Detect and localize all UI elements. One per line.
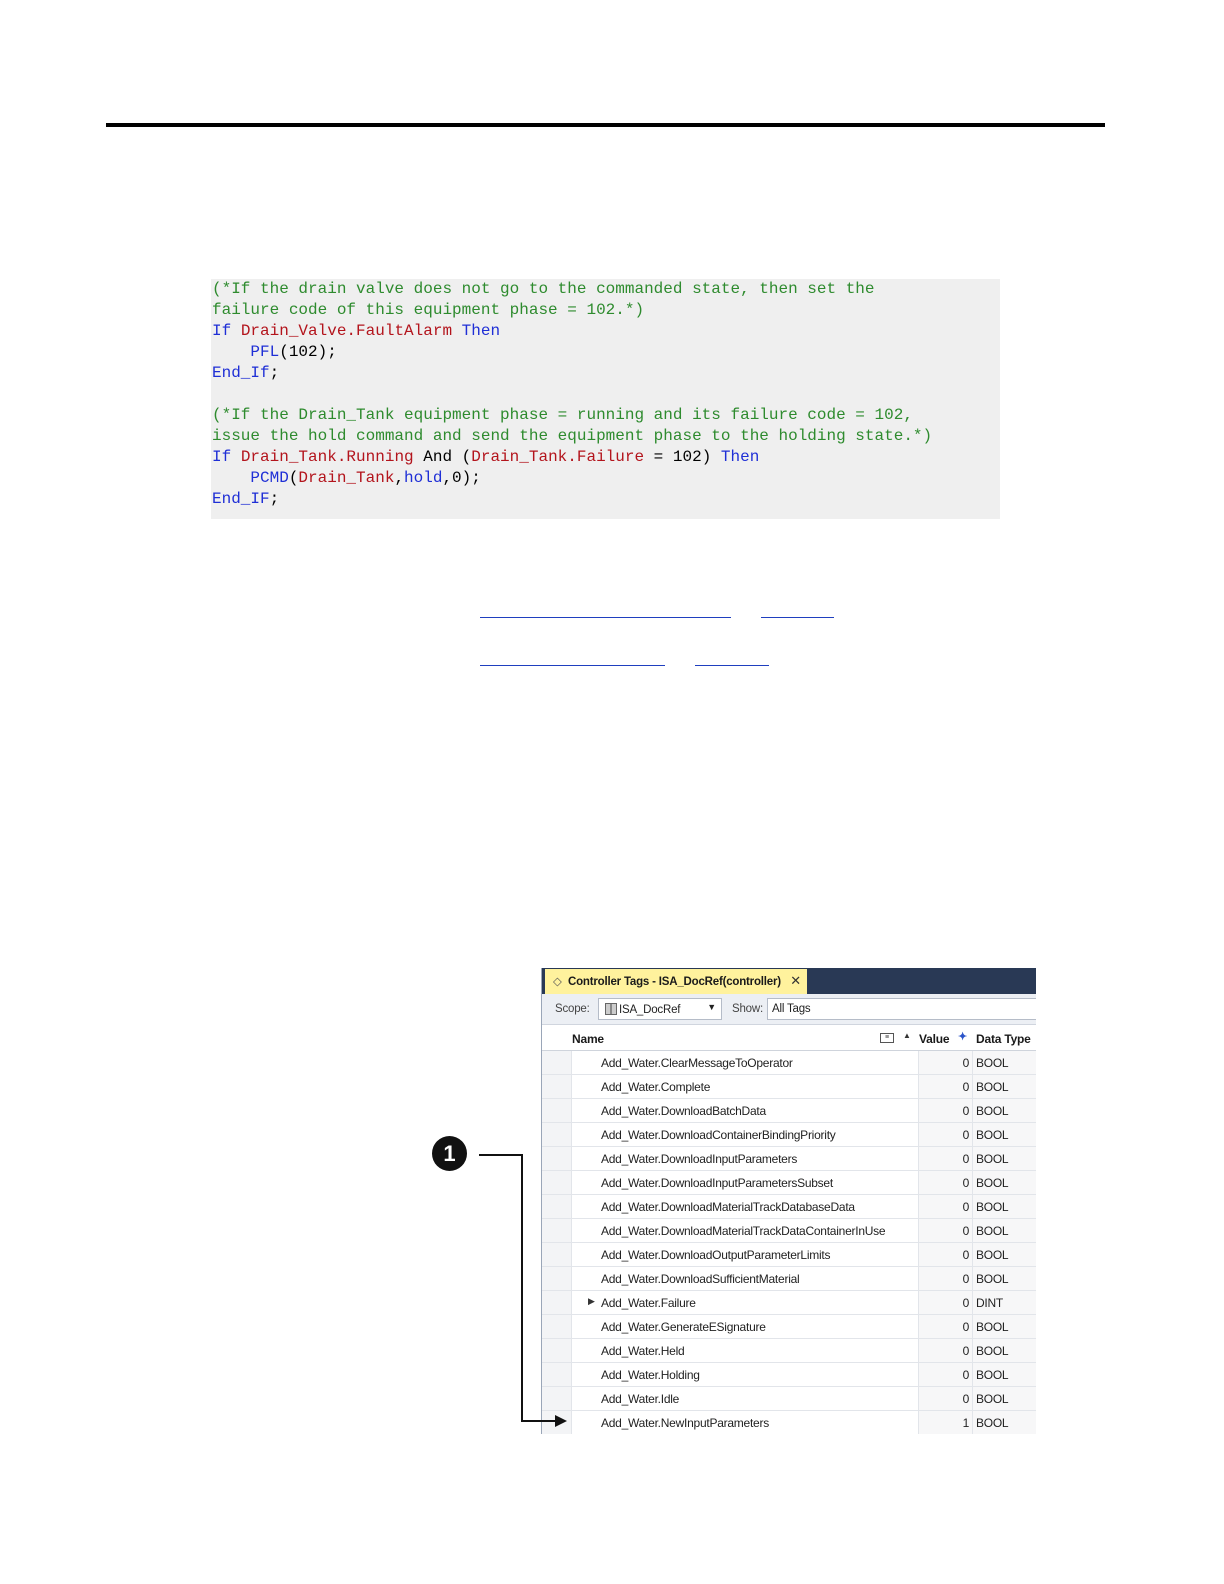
- tag-data-type-cell[interactable]: [973, 1147, 1036, 1171]
- table-row[interactable]: [542, 1123, 1036, 1147]
- tag-value-cell[interactable]: [919, 1171, 973, 1195]
- tag-data-type-cell[interactable]: [973, 1315, 1036, 1339]
- code-token: End_If: [212, 364, 270, 382]
- tag-data-type: BOOL: [976, 1080, 1009, 1094]
- show-label: Show:: [732, 1003, 763, 1015]
- table-row[interactable]: [542, 1267, 1036, 1291]
- code-token: Drain_Tank.Failure: [471, 448, 645, 466]
- tag-data-type: DINT: [976, 1296, 1003, 1310]
- tag-value: 0: [962, 1248, 969, 1262]
- code-token: (102);: [279, 343, 337, 361]
- tag-value-cell[interactable]: [919, 1123, 973, 1147]
- tag-value: 0: [962, 1272, 969, 1286]
- table-row[interactable]: [542, 1099, 1036, 1123]
- tag-name-cell[interactable]: [572, 1099, 919, 1123]
- tag-data-type-cell[interactable]: [973, 1123, 1036, 1147]
- tag-value-cell[interactable]: [919, 1315, 973, 1339]
- tag-name: Add_Water.DownloadMaterialTrackDatabaseData: [601, 1200, 855, 1214]
- callout-leader: [521, 1420, 557, 1422]
- scope-label: Scope:: [555, 1003, 590, 1015]
- row-header[interactable]: [542, 1315, 572, 1339]
- tag-data-type-cell[interactable]: [973, 1171, 1036, 1195]
- code-token: If: [212, 448, 241, 466]
- tag-data-type: BOOL: [976, 1056, 1009, 1070]
- tag-value-cell[interactable]: [919, 1387, 973, 1411]
- row-header[interactable]: [542, 1147, 572, 1171]
- tag-data-type-cell[interactable]: [973, 1339, 1036, 1363]
- tag-name: Add_Water.GenerateESignature: [601, 1320, 766, 1334]
- tag-data-type: BOOL: [976, 1248, 1009, 1262]
- tag-data-type: BOOL: [976, 1320, 1009, 1334]
- tag-name-cell[interactable]: [572, 1147, 919, 1171]
- tag-data-type: BOOL: [976, 1224, 1009, 1238]
- link-1[interactable]: [480, 617, 731, 618]
- tag-data-type: BOOL: [976, 1392, 1009, 1406]
- row-header[interactable]: [542, 1099, 572, 1123]
- code-line: [212, 447, 1000, 468]
- code-token: And (: [413, 448, 472, 466]
- table-row[interactable]: [542, 1411, 1036, 1434]
- tag-name-cell[interactable]: [572, 1411, 919, 1434]
- code-line: [212, 384, 1000, 405]
- tag-data-type: BOOL: [976, 1272, 1009, 1286]
- code-line: [212, 489, 1000, 510]
- tag-data-type: BOOL: [976, 1176, 1009, 1190]
- code-token: End_IF: [212, 490, 270, 508]
- tag-value-cell[interactable]: [919, 1411, 973, 1434]
- code-token: (: [288, 469, 299, 487]
- code-line: [212, 321, 1000, 342]
- callout-marker: 1: [432, 1136, 467, 1171]
- tag-value: 0: [962, 1200, 969, 1214]
- controller-icon: [605, 1003, 617, 1015]
- show-filter[interactable]: [767, 998, 1036, 1020]
- tag-data-type-cell[interactable]: [973, 1291, 1036, 1315]
- link-4[interactable]: [695, 665, 769, 666]
- tag-value: 0: [962, 1392, 969, 1406]
- code-line: [212, 300, 1000, 321]
- tag-grid: [542, 1051, 1036, 1434]
- tag-name: Add_Water.Holding: [601, 1368, 700, 1382]
- tag-data-type-cell[interactable]: [973, 1363, 1036, 1387]
- tag-name-cell[interactable]: [572, 1339, 919, 1363]
- close-icon[interactable]: ✕: [790, 973, 801, 988]
- tag-data-type-cell[interactable]: [973, 1075, 1036, 1099]
- tag-data-type-cell[interactable]: [973, 1411, 1036, 1434]
- table-row[interactable]: [542, 1387, 1036, 1411]
- tag-data-type: BOOL: [976, 1152, 1009, 1166]
- tag-name: Add_Water.DownloadContainerBindingPriority: [601, 1128, 836, 1142]
- pin-icon[interactable]: ✦: [958, 1031, 968, 1043]
- tag-value: 0: [962, 1176, 969, 1190]
- link-2[interactable]: [761, 617, 834, 618]
- tab-bar: [542, 968, 1036, 994]
- table-row[interactable]: [542, 1075, 1036, 1099]
- scope-value: ISA_DocRef: [619, 1004, 681, 1016]
- row-header[interactable]: [542, 1171, 572, 1195]
- tag-value-cell[interactable]: [919, 1363, 973, 1387]
- tag-value-cell[interactable]: [919, 1219, 973, 1243]
- tag-data-type-cell[interactable]: [973, 1051, 1036, 1075]
- code-token: Drain_Tank.Running: [240, 448, 414, 466]
- top-rule: [106, 123, 1105, 127]
- table-row[interactable]: [542, 1147, 1036, 1171]
- show-value: All Tags: [772, 1003, 811, 1015]
- row-header[interactable]: [542, 1243, 572, 1267]
- row-header[interactable]: [542, 1123, 572, 1147]
- tag-name-cell[interactable]: [572, 1219, 919, 1243]
- tag-value-cell[interactable]: [919, 1339, 973, 1363]
- code-token: issue the hold command and send the equipment phase to the holding state.*): [212, 427, 933, 445]
- chevron-down-icon[interactable]: ▼: [707, 1002, 716, 1012]
- tab-controller-tags[interactable]: [545, 969, 807, 994]
- code-token: Drain_Tank: [298, 469, 395, 487]
- tag-value-cell[interactable]: [919, 1291, 973, 1315]
- table-row[interactable]: [542, 1315, 1036, 1339]
- code-token: PCMD: [250, 469, 289, 487]
- tag-name-cell[interactable]: [572, 1387, 919, 1411]
- tag-name-cell[interactable]: [572, 1243, 919, 1267]
- tag-toolbar: [542, 994, 1036, 1025]
- table-row[interactable]: [542, 1219, 1036, 1243]
- row-header[interactable]: [542, 1075, 572, 1099]
- tag-data-type-cell[interactable]: [973, 1387, 1036, 1411]
- table-row[interactable]: [542, 1291, 1036, 1315]
- tag-name: Add_Water.Complete: [601, 1080, 711, 1094]
- tag-name: Add_Water.DownloadBatchData: [601, 1104, 766, 1118]
- tag-name: Add_Water.DownloadSufficientMaterial: [601, 1272, 800, 1286]
- callout-leader: [479, 1154, 523, 1156]
- tag-name: Add_Water.Failure: [601, 1296, 696, 1310]
- tag-name-cell[interactable]: [572, 1291, 919, 1315]
- tag-name: Add_Water.ClearMessageToOperator: [601, 1056, 793, 1070]
- tag-value-cell[interactable]: [919, 1051, 973, 1075]
- tag-data-type: BOOL: [976, 1200, 1009, 1214]
- column-header-value[interactable]: Value: [919, 1032, 950, 1046]
- row-header[interactable]: [542, 1219, 572, 1243]
- tag-name: Add_Water.DownloadMaterialTrackDataContainerInUse: [601, 1224, 886, 1238]
- tag-data-type: BOOL: [976, 1104, 1009, 1118]
- code-line: [212, 342, 1000, 363]
- tag-value: 0: [962, 1080, 969, 1094]
- code-token: If: [212, 322, 241, 340]
- code-token: = 102): [644, 448, 721, 466]
- tag-name: Add_Water.NewInputParameters: [601, 1416, 769, 1430]
- tag-value: 0: [962, 1296, 969, 1310]
- code-token: Then: [720, 448, 760, 466]
- sort-ascending-icon[interactable]: ▲: [903, 1031, 911, 1040]
- filter-icon[interactable]: ≡: [880, 1033, 894, 1043]
- tag-value-cell[interactable]: [919, 1243, 973, 1267]
- tag-data-type-cell[interactable]: [973, 1195, 1036, 1219]
- code-line: [212, 405, 1000, 426]
- code-token: [212, 469, 250, 487]
- tag-name-cell[interactable]: [572, 1195, 919, 1219]
- row-header[interactable]: [542, 1387, 572, 1411]
- code-example: [211, 279, 1000, 519]
- tag-name: Add_Water.DownloadInputParametersSubset: [601, 1176, 833, 1190]
- tag-value: 0: [962, 1224, 969, 1238]
- tag-data-type-cell[interactable]: [973, 1267, 1036, 1291]
- row-header[interactable]: [542, 1291, 572, 1315]
- code-token: hold: [404, 469, 443, 487]
- table-row[interactable]: [542, 1171, 1036, 1195]
- tag-name: Add_Water.DownloadInputParameters: [601, 1152, 798, 1166]
- tag-value-cell[interactable]: [919, 1195, 973, 1219]
- tag-name: Add_Water.Held: [601, 1344, 685, 1358]
- tag-value: 0: [962, 1152, 969, 1166]
- tag-name-cell[interactable]: [572, 1267, 919, 1291]
- tag-data-type: BOOL: [976, 1344, 1009, 1358]
- code-token: ;: [269, 490, 280, 508]
- code-line: [212, 279, 1000, 300]
- row-header[interactable]: [542, 1195, 572, 1219]
- table-row[interactable]: [542, 1339, 1036, 1363]
- code-token: Then: [452, 322, 501, 340]
- tag-value: 1: [962, 1416, 969, 1430]
- tag-name-cell[interactable]: [572, 1171, 919, 1195]
- code-token: ,0);: [442, 469, 481, 487]
- tag-value: 0: [962, 1368, 969, 1382]
- table-row[interactable]: [542, 1363, 1036, 1387]
- column-header-data-type[interactable]: Data Type: [976, 1032, 1031, 1046]
- tag-value: 0: [962, 1128, 969, 1142]
- code-line: [212, 468, 1000, 489]
- tag-data-type-cell[interactable]: [973, 1219, 1036, 1243]
- code-token: (*If the drain valve does not go to the commanded state, then set the: [212, 280, 875, 298]
- tag-name-cell[interactable]: [572, 1051, 919, 1075]
- expand-icon[interactable]: ▶: [588, 1296, 595, 1306]
- scope-dropdown[interactable]: [598, 998, 722, 1020]
- tag-value-cell[interactable]: [919, 1099, 973, 1123]
- code-token: [212, 343, 250, 361]
- tag-value-cell[interactable]: [919, 1075, 973, 1099]
- tag-name: Add_Water.Idle: [601, 1392, 680, 1406]
- code-line: [212, 426, 1000, 447]
- tag-name-cell[interactable]: [572, 1123, 919, 1147]
- tag-name-cell[interactable]: [572, 1315, 919, 1339]
- tag-data-type-cell[interactable]: [973, 1243, 1036, 1267]
- tag-name: Add_Water.DownloadOutputParameterLimits: [601, 1248, 831, 1262]
- tag-name-cell[interactable]: [572, 1075, 919, 1099]
- tag-value: 0: [962, 1344, 969, 1358]
- code-token: PFL: [250, 343, 280, 361]
- table-row[interactable]: [542, 1243, 1036, 1267]
- callout-leader: [521, 1154, 523, 1422]
- arrow-icon: [555, 1415, 567, 1427]
- tag-value-cell[interactable]: [919, 1147, 973, 1171]
- tag-data-type: BOOL: [976, 1368, 1009, 1382]
- code-token: (*If the Drain_Tank equipment phase = running and its failure code = 102,: [212, 406, 913, 424]
- code-token: failure code of this equipment phase = 102.*): [212, 301, 645, 319]
- tag-value-cell[interactable]: [919, 1267, 973, 1291]
- tag-data-type: BOOL: [976, 1128, 1009, 1142]
- tag-value: 0: [962, 1320, 969, 1334]
- code-token: Drain_Valve.FaultAlarm: [240, 322, 453, 340]
- column-header-name[interactable]: Name: [572, 1032, 604, 1046]
- table-row[interactable]: [542, 1051, 1036, 1075]
- code-token: ,: [394, 469, 405, 487]
- row-header[interactable]: [542, 1267, 572, 1291]
- tag-value: 0: [962, 1104, 969, 1118]
- tag-value: 0: [962, 1056, 969, 1070]
- code-token: ;: [269, 364, 280, 382]
- tag-name-cell[interactable]: [572, 1363, 919, 1387]
- tag-data-type-cell[interactable]: [973, 1099, 1036, 1123]
- row-header[interactable]: [542, 1051, 572, 1075]
- grid-header: [542, 1028, 1036, 1051]
- tab-title: Controller Tags - ISA_DocRef(controller): [568, 976, 781, 988]
- row-header[interactable]: [542, 1339, 572, 1363]
- tag-icon: ◇: [553, 976, 562, 988]
- table-row[interactable]: [542, 1195, 1036, 1219]
- tag-data-type: BOOL: [976, 1416, 1009, 1430]
- controller-tags-window: [541, 968, 1036, 1434]
- code-token: [212, 385, 222, 403]
- code-line: [212, 363, 1000, 384]
- row-header[interactable]: [542, 1363, 572, 1387]
- link-3[interactable]: [480, 665, 665, 666]
